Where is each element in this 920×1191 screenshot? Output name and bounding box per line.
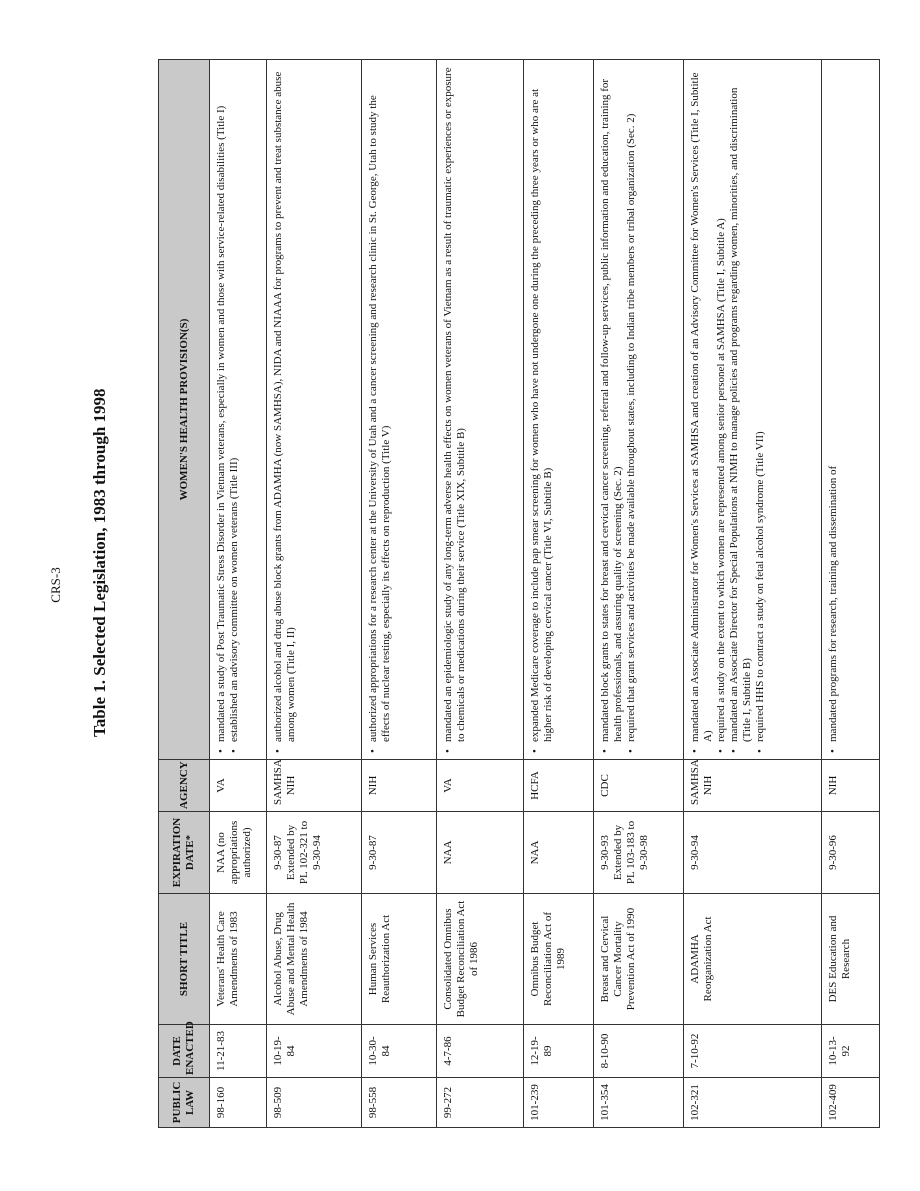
short-title-cell: Veterans' Health Care Amendments of 1983: [210, 894, 267, 1025]
agency-cell: NIH: [361, 760, 436, 812]
header-row: [159, 60, 210, 1128]
provisions-list: [215, 66, 241, 753]
date-enacted-cell: 8-10-90: [594, 1025, 684, 1078]
provisions-cell: [822, 60, 880, 760]
short-title-cell: DES Education and Research: [822, 894, 880, 1025]
rotated-table-container: [158, 60, 880, 1128]
table-title: Table 1. Selected Legislation, 1983 through 1998: [90, 388, 109, 737]
header-date-enacted: DATE ENACTED: [159, 1025, 210, 1078]
agency-cell: VA: [210, 760, 267, 812]
provisions-cell: [266, 60, 361, 760]
public-law-cell: 102-409: [822, 1078, 880, 1128]
provision-item: • required that grant services and activities be made available throughout states, including to Indian tribe members or tribal organization (Sec. 2): [625, 66, 638, 742]
short-title-cell: Alcohol Abuse, Drug Abuse and Mental Health Amendments of 1984: [266, 894, 361, 1025]
provisions-cell: [594, 60, 684, 760]
header-expiration-date: EXPIRATION DATE*: [159, 812, 210, 894]
provision-item: • mandated block grants to states for breast and cervical cancer screening, referral and follow-up services, public information and education, training for health professionals, and assuring quality of screening (Sec. 2): [599, 66, 625, 742]
expiration-date-cell: 9-30-94: [684, 812, 822, 894]
table-row: [594, 60, 684, 1128]
agency-cell: SAMHSA NIH: [266, 760, 361, 812]
legislation-table: [158, 59, 880, 1128]
agency-cell: VA: [436, 760, 523, 812]
provision-item: • expanded Medicare coverage to include pap smear screening for women who have not undergone one during the preceding three years or who are at higher risk of developing cervical cancer (Title VI, Subtitle B): [529, 66, 555, 742]
agency-cell: NIH: [822, 760, 880, 812]
provisions-list: [827, 66, 840, 753]
date-enacted-cell: 12-19-89: [523, 1025, 594, 1078]
date-enacted-cell: 4-7-86: [436, 1025, 523, 1078]
expiration-date-cell: NAA: [436, 812, 523, 894]
table-row: [822, 60, 880, 1128]
table-body: [210, 60, 880, 1128]
provisions-list: [367, 66, 393, 753]
provision-item: • authorized appropriations for a research center at the University of Utah and a cancer screening and research clinic in St. George, Utah to study the effects of nuclear testing, especially its effects on reproduction (Title V): [367, 66, 393, 742]
provision-item: • mandated an Associate Administrator for Women's Services at SAMHSA and creation of an Advisory Committee for Women's Services (Title I, Subtitle A): [689, 66, 715, 742]
public-law-cell: 102-321: [684, 1078, 822, 1128]
date-enacted-cell: 10-30-84: [361, 1025, 436, 1078]
header-public-law: PUBLIC LAW: [159, 1078, 210, 1128]
provisions-list: [442, 66, 468, 753]
short-title-cell: Breast and Cervical Cancer Mortality Prevention Act of 1990: [594, 894, 684, 1025]
provisions-cell: [210, 60, 267, 760]
table-row: [436, 60, 523, 1128]
public-law-cell: 98-558: [361, 1078, 436, 1128]
date-enacted-cell: 10-13-92: [822, 1025, 880, 1078]
page-label: CRS-3: [48, 567, 63, 603]
expiration-date-cell: NAA (no appropriations authorized): [210, 812, 267, 894]
agency-cell: CDC: [594, 760, 684, 812]
agency-cell: HCFA: [523, 760, 594, 812]
public-law-cell: 101-354: [594, 1078, 684, 1128]
provision-item: • required a study on the extent to which women are represented among senior personel at SAMHSA (Title I, Subtitle A): [715, 66, 728, 742]
date-enacted-cell: 7-10-92: [684, 1025, 822, 1078]
public-law-cell: 98-509: [266, 1078, 361, 1128]
agency-cell: SAMHSA NIH: [684, 760, 822, 812]
provisions-cell: [684, 60, 822, 760]
expiration-date-cell: 9-30-87 Extended by PL 102-321 to 9-30-94: [266, 812, 361, 894]
provision-item: • authorized alcohol and drug abuse block grants from ADAMHA (now SAMHSA), NIDA and NIAAA for programs to prevent and treat substance abuse among women (Title I, II): [272, 66, 298, 742]
provisions-cell: [523, 60, 594, 760]
table-row: [523, 60, 594, 1128]
expiration-date-cell: 9-30-93 Extended by PL 103-183 to 9-30-98: [594, 812, 684, 894]
provisions-cell: [361, 60, 436, 760]
short-title-cell: Omnibus Budget Reconciliation Act of 1989: [523, 894, 594, 1025]
expiration-date-cell: 9-30-96: [822, 812, 880, 894]
short-title-cell: Consolidated Omnibus Budget Reconciliation Act of 1986: [436, 894, 523, 1025]
public-law-cell: 98-160: [210, 1078, 267, 1128]
expiration-date-cell: 9-30-87: [361, 812, 436, 894]
header-short-title: SHORT TITLE: [159, 894, 210, 1025]
table-row: [210, 60, 267, 1128]
date-enacted-cell: 11-21-83: [210, 1025, 267, 1078]
provision-item: • mandated programs for research, training and dissemination of: [827, 66, 840, 742]
provision-item: • required HHS to contract a study on fetal alcohol syndrome (Title VII): [754, 66, 767, 742]
provisions-list: [599, 66, 638, 753]
header-provisions: WOMEN'S HEALTH PROVISION(S): [159, 60, 210, 760]
short-title-cell: Human Services Reauthorization Act: [361, 894, 436, 1025]
provision-item: • established an advisory committee on women veterans (Title III): [228, 66, 241, 742]
expiration-date-cell: NAA: [523, 812, 594, 894]
table-row: [361, 60, 436, 1128]
public-law-cell: 99-272: [436, 1078, 523, 1128]
short-title-cell: ADAMHA Reorganization Act: [684, 894, 822, 1025]
provisions-cell: [436, 60, 523, 760]
table-row: [266, 60, 361, 1128]
provision-item: • mandated an epidemiologic study of any long-term adverse health effects on women veterans of Vietnam as a result of traumatic experiences or exposure to chemicals or medications during their service (Title XIX, Subtitle B): [442, 66, 468, 742]
provision-item: • mandated an Associate Director for Special Populations at NIMH to manage policies and programs regarding women, minorities, and discrimination (Title I, Subtitle B): [728, 66, 754, 742]
provision-item: • mandated a study of Post Traumatic Stress Disorder in Vietnam veterans, especially in women and those with service-related disabilities (Title I): [215, 66, 228, 742]
table-row: [684, 60, 822, 1128]
header-agency: AGENCY: [159, 760, 210, 812]
public-law-cell: 101-239: [523, 1078, 594, 1128]
date-enacted-cell: 10-19-84: [266, 1025, 361, 1078]
provisions-list: [529, 66, 555, 753]
provisions-list: [272, 66, 298, 753]
provisions-list: [689, 66, 767, 753]
